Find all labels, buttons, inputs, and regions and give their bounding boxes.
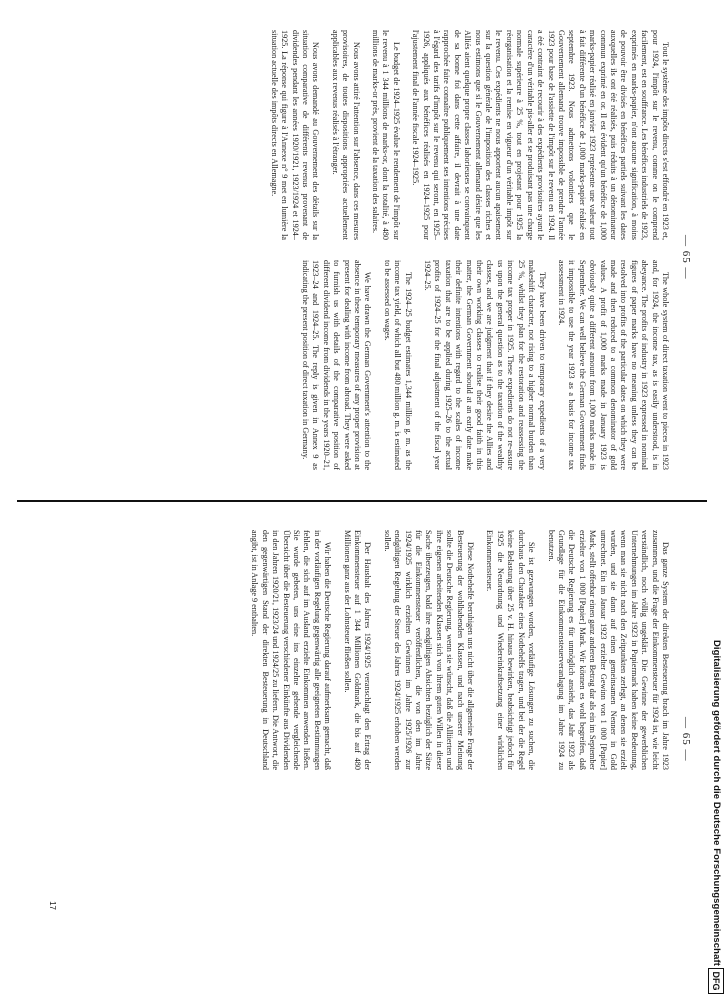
- french-column: [259, 30, 670, 240]
- french-paragraph: Nous avons demandé au Gouvernement des détails sur la situation comparative de différents revenus provenant de dividendes pendant les années 1920/1921, 1923/1924 et 1924–1925. La réponse qui figure à l'Annexe n° 9 met en lumière la situation actuelle des impôts directs en Allemagne.: [269, 30, 321, 240]
- right-page-number: — 65 —: [680, 717, 692, 762]
- german-paragraph: Sie ist gezwungen worden, vorläufige Lösungen zu suchen, die durchaus den Charakter eines Notbehelfs tragen, und bei der die Regel keine Belastung über 25 v. H. hinaus bewirken, beabsichtigt jedoch für 1925 die Neuordnung und Wiedereinkraftsetzung einer wirklichen Einkommensteuer.: [485, 530, 537, 770]
- dfg-logo: DFG: [708, 968, 724, 994]
- scan-number: 17: [48, 901, 57, 910]
- french-paragraph: Le budget de 1924–1925 évalue le rendement de l'impôt sur le revenu à 1 344 millions de marks-or, dont la totalité, à 480 millions de marks-or près, provient de la taxation des salaires.: [371, 30, 401, 240]
- english-paragraph: We have drawn the German Government's attention to the absence in these temporary measures of any proper provision at present for dealing with income from abroad. They were asked to furnish us with details of the comparative position of different dividend income from dividends in the years 1920–21, 1923–24 and 1924–25. The reply is given in Annex 9 as indicating the present position of direct taxation in Germany.: [301, 260, 373, 470]
- french-paragraph: Tout le système des impôts directs s'est effondré en 1923 et, pour 1924, l'impôt sur le revenu, comme on le comprend facilement, est en souffrance. Les bénéfices industriels de 1923, exprimés en marks-papier, n'ont aucune signification, à moins de pouvoir être divisés en bénéfices partiels suivant les dates auxquelles ils ont été réalisés, puis réduits à un dénominateur commun exprimé en or. Il est évident qu'un bénéfice de 1,000 marks-papier réalisé en janvier 1923 représente une valeur tout à fait différente d'un bénéfice de 1,000 marks-papier réalisé en septembre 1923. Nous admettons volontiers que le Gouvernement allemand trouve impossible de prendre l'année 1923 pour base de l'assiette de l'impôt sur le revenu en 1924. Il a été contraint de recourir à des expédients provisoires ayant le caractère d'un véritable pis-aller et se produisant pas une charge normale supérieure à 25 %, tout en projetant pour 1925 la réorganisation et la remise en vigueur d'un véritable impôt sur le revenu. Ces expédients ne nous apportent aucun apaisement sur la question générale de l'imposition des classes riches et nous estimons que si le Gouvernement allemand désire que les Alliés aient quelque propre classes laborieuses se convainquent de sa bonne foi dans cette affaire, il devrait à une date rapprochée faire connaître publiquement ses intentions précises à l'égard des tarifs d'impôt sur le revenu qui seront, en 1925–1926, appliqués aux bénéfices réalisés en 1924–1925 pour l'ajustement final de l'année fiscale 1924–1925.: [411, 30, 670, 240]
- french-paragraph: Nous avons attiré l'attention sur l'absence, dans ces mesures provisoires, de toutes dispositions appropriées actuellement applicables aux revenus réalisés à l'étranger.: [330, 30, 361, 240]
- german-paragraph: Diese Notbehelfe beruhigen uns nicht über die allgemeine Frage der Besteuerung der wohlhabenden Klassen, und nach unserer Meinung sollte die Deutsche Regierung, wenn sie wünscht, daß die Alliierten und ihre eigenen arbeitenden Klassen sich von ihrem guten Willen in dieser Sache überzeugen, bald ihre endgültigen Absichten bezüglich der Sätze für die Einkommensteuer veröffentlichen, die von den im Jahre 1924/1925 wirklich erzielten Gewinnen im Jahre 1925/1926 zur endgültigen Regelung der Steuer des Jahres 1924/1925 erhoben werden sollen.: [382, 530, 476, 770]
- german-paragraph: Der Haushalt des Jahres 1924/1925 veranschlagt den Ertrag der Einkommensteuer auf 1 344 Millionen Goldmark, die bis auf 480 Millionen ganz aus der Lohnsteuer fließen sollen.: [342, 530, 373, 770]
- english-paragraph: They have been driven to temporary expedients of a very makeshift character, not rising to a higher normal burden than 25 %, whilst they plan for the restoration and reassessing the income tax proper in 1925. These expedients do not re-assure us upon the general question as to the taxation of the wealthy classes, and we are judgment that if they desire the Allies and their own working classes to realise their good faith in this matter, the German Government should at an early date make their definite intentions with regard to the scales of income taxation that are to be applied during 1925–26 to the actual profits of 1924–25 for the final adjustment of the fiscal year 1924–25.: [423, 260, 547, 470]
- english-paragraph: The whole system of direct taxation went to pieces in 1923 and, for 1924, the income tax, as is easily understood, is in abeyance. The profits of industry in 1923 expressed in nominal figures of paper marks have no meaning unless they can be resolved into profits of the particular dates on which they were made and then reduced to a common denominator of gold values. A profit of 1,000 marks made in January 1923 is obviously quite a different amount from 1,000 marks made in September. We can well believe the German Government finds it impossible to use the year 1923 as a basis for income tax assessment in 1924.: [556, 260, 670, 470]
- left-page-number: — 65 —: [680, 235, 692, 280]
- german-paragraph: Wir haben die Deutsche Regierung darauf aufmerksam gemacht, daß in der vorläufigen Regelung gegenwärtig alle geeigneten Bestimmungen fehlen, die sich auf im Ausland erzielte Einkommen anwenden ließen. Sie wurde gebeten, uns eine ins einzelne gehende vergleichende Übersicht über die Besteuerung verschiedener Einkünfte aus Dividenden in den Jahren 1920/21, 1923/24 und 1924/25 zu liefern. Die Antwort, die den gegenwärtigen Stand der direkten Besteuerung in Deutschland angibt, ist in Anlage 9 enthalten.: [250, 530, 333, 770]
- english-paragraph: The 1924–25 budget estimates 1,344 million g. m. as the income tax yield, of which all but 480 million g. m. is estimated to be assessed on wages.: [382, 260, 413, 470]
- german-paragraph: Das ganze System der direkten Besteuerung brach im Jahre 1923 zusammen, und die Frage der Einkommensteuer für 1924 ist, wie leicht verständlich, noch völlig ungeklärt. Die Gewinne der gewerblichen Unternehmungen im Jahre 1923 in Papiermark haben keine Bedeutung, wenn man sie nicht nach den Zeitpunkten zerlegt, an denen sie erzielt wurden, und sie dann auf einen gemeinsamen Nenner in Gold umrechnet. Ein im Januar 1923 erzielter Gewinn von 1 000 [Papier] Mark, stellt offenbar einen ganz anderen Betrag dar als ein im September erzielter von 1 000 [Papier] Mark. Wir können es wohl begreifen, daß die Deutsche Regierung es für unmöglich ansieht, das Jahr 1923 als Grundlage für die Einkommensteuerveranlagung im Jahre 1924 zu benutzen.: [546, 530, 670, 770]
- right-page: [0, 502, 727, 1000]
- english-column: [291, 260, 670, 470]
- german-column: [240, 530, 670, 770]
- digitization-notice: Digitalisierung gefördert durch die Deutsche Forschungsgemeinschaft: [711, 639, 722, 966]
